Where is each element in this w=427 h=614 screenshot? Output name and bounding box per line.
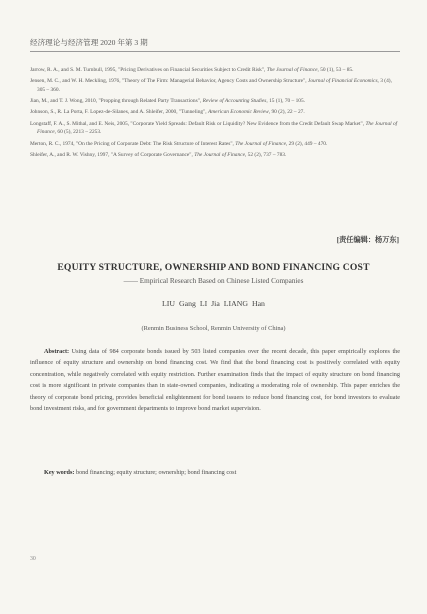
reference-item: Shleifer, A., and R. W. Vishny, 1997, "A Survey of Corporate Governance", The Journal of Finance, 52 (2), 737 – 783. bbox=[30, 151, 287, 158]
keywords bbox=[30, 467, 400, 478]
keywords-label: Key words: bbox=[44, 469, 75, 476]
editor-note: [责任编辑：杨万东] bbox=[336, 236, 399, 244]
abstract-text: Using data of 984 corporate bonds issued by 503 listed companies over the recent decade, this paper empirically explores the influence of equity structure and ownership on bond financing cost. We find that the bond financing cost is positively correlated with equity concentration, while negatively correlated with equity restriction. Further examination finds that the impact of equity structure on bond financing cost is more significant in private companies than in state-owned companies, indicating a moderating role of ownership. This paper enriches the theory of corporate bond pricing, provides beneficial enlightenment for bond issuers to reduce bond financing cost, for bond investors to evaluate bond investment risks, and for government departments to improve bond market supervision. bbox=[30, 348, 400, 413]
reference-item: Jian, M., and T. J. Wong, 2010, "Propping through Related Party Transactions", Review of Accounting Studies, 15 (1), 70 – 105. bbox=[30, 98, 306, 105]
reference-item: Merton, R. C., 1974, "On the Pricing of Corporate Debt: The Risk Structure of Interest Rates", The Journal of Finance, 29 (2), 449 – 470. bbox=[30, 140, 328, 147]
page-number: 30 bbox=[30, 556, 36, 562]
reference-list bbox=[30, 66, 400, 162]
keywords-text: bond financing; equity structure; ownership; bond financing cost bbox=[74, 469, 237, 476]
abstract-label: Abstract: bbox=[44, 348, 70, 355]
article-subtitle: —— Empirical Research Based on Chinese Listed Companies bbox=[123, 277, 304, 285]
article-title: EQUITY STRUCTURE, OWNERSHIP AND BOND FINANCING COST bbox=[57, 262, 370, 273]
affiliation: (Renmin Business School, Renmin University of China) bbox=[141, 325, 286, 332]
reference-item: Jarrow, R. A., and S. M. Turnbull, 1995, "Pricing Derivatives on Financial Securities Subject to Credit Risk", The Journal of Finance, 50 (1), 53 – 85. bbox=[30, 67, 354, 73]
abstract bbox=[30, 346, 400, 414]
reference-item: Johnson, S., R. La Porta, F. Lopez-de-Silanes, and A. Shleifer, 2000, "Tunneling", American Economic Review, 90 (2), 22 – 27. bbox=[30, 109, 305, 116]
reference-item: Jensen, M. C., and W. H. Meckling, 1976, "Theory of The Firm: Managerial Behavior, Agency Costs and Ownership Structure", Journal of Financial Economics, 3 (4), 305 – 360. bbox=[30, 78, 392, 93]
author-list: LIU Gang LI Jia LIANG Han bbox=[162, 299, 265, 308]
reference-item: Longstaff, F. A., S. Mithal, and E. Neis, 2005, "Corporate Yield Spreads: Default Risk or Liquidity? New Evidence from the Credit Default Swap Market", The Journal of Finance, 60 (5), 2213 – 2253. bbox=[30, 120, 398, 136]
journal-header: 经济理论与经济管理 2020 年第 3 期 bbox=[30, 37, 400, 52]
